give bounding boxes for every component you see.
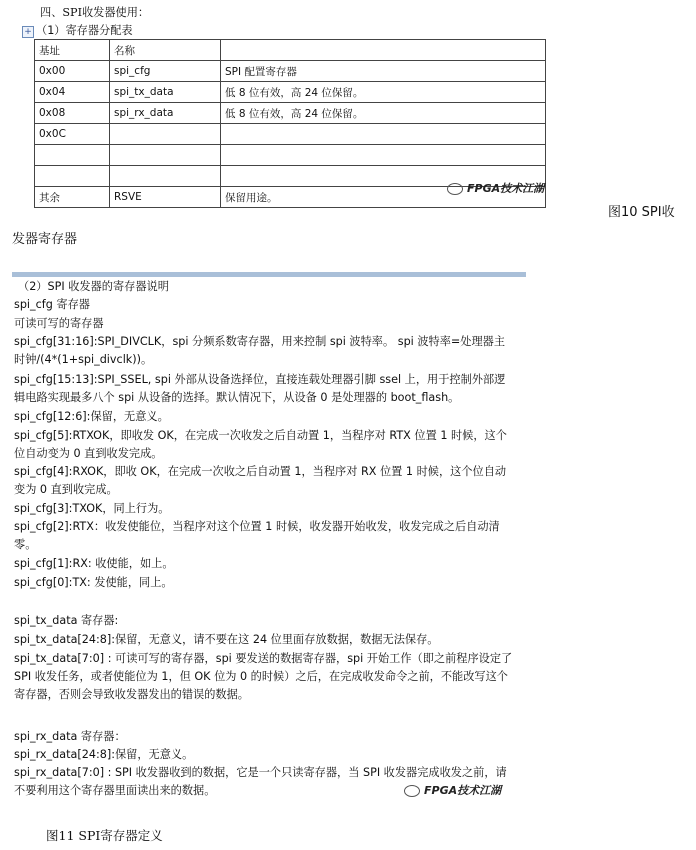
description-line: spi_tx_data[24:8]:保留，无意义，请不要在这 24 位里面存放数据，数据无法保存。 [14, 633, 439, 646]
description-line: spi_cfg[31:16]:SPI_DIVCLK，spi 分频系数寄存器，用来控制 spi 波特率。 spi 波特率=处理器主时钟/(4*(1+spi_divclk))。 [14, 335, 506, 366]
table-cell: 保留用途。 [221, 187, 546, 208]
table-row [35, 124, 546, 145]
table-row [35, 82, 546, 103]
table-row [35, 103, 546, 124]
subsection-title-2: （2）SPI 收发器的寄存器说明 [18, 280, 169, 293]
figure-caption-10-cont: 发器寄存器 [12, 232, 78, 247]
subsection-title: （1）寄存器分配表 [36, 24, 133, 37]
table-cell [110, 166, 221, 187]
wechat-logo-icon [447, 183, 463, 195]
table-cell: 0x04 [35, 82, 110, 103]
table-row [35, 40, 546, 61]
table-cell [221, 40, 546, 61]
table-cell: 其余 [35, 187, 110, 208]
description-line: spi_cfg 寄存器 [14, 298, 90, 311]
table-cell: 0x08 [35, 103, 110, 124]
table-cell: spi_tx_data [110, 82, 221, 103]
watermark: FPGA技术江湖 [447, 180, 544, 196]
description-line: spi_cfg[15:13]:SPI_SSEL, spi 外部从设备选择位，直接连载处理器引脚 ssel 上，用于控制外部逻辑电路实现最多八个 spi 从设备的选择。默认情况下，从设备 0 是处理器的 boot_flash。 [14, 373, 506, 404]
table-cell: spi_rx_data [110, 103, 221, 124]
description-line: spi_cfg[1]:RX: 收使能，如上。 [14, 557, 174, 570]
table-cell [35, 145, 110, 166]
table-row [35, 145, 546, 166]
separator-bar [12, 272, 526, 277]
table-cell [35, 166, 110, 187]
description-line: spi_rx_data[24:8]:保留，无意义。 [14, 748, 194, 761]
table-cell: 名称 [110, 40, 221, 61]
description-line: spi_tx_data[7:0] : 可读可写的寄存器，spi 要发送的数据寄存器，spi 开始工作（即之前程序设定了 SPI 收发任务，或者使能位为 1，但 OK 位为 0 的时候）之后，在完成收发命令之前，不能改写这个寄存器，否则会导致收发器发出的错误的数据。 [14, 652, 513, 701]
description-line: spi_rx_data[7:0] : SPI 收发器收到的数据，它是一个只读寄存器，当 SPI 收发器完成收发之前，请不要利用这个寄存器里面读出来的数据。 [14, 766, 507, 797]
table-cell: RSVE [110, 187, 221, 208]
description-line: spi_tx_data 寄存器: [14, 614, 119, 627]
section-title: 四、SPI收发器使用： [40, 6, 150, 19]
watermark-2: FPGA技术江湖 [404, 782, 501, 798]
table-cell: 低 8 位有效，高 24 位保留。 [221, 103, 546, 124]
figure-caption-11: 图11 SPI寄存器定义 [46, 828, 163, 843]
table-cell: 低 8 位有效，高 24 位保留。 [221, 82, 546, 103]
table-cell [221, 124, 546, 145]
description-line: spi_cfg[2]:RTX：收发使能位，当程序对这个位置 1 时候，收发器开始收发，收发完成之后自动清零。 [14, 520, 500, 551]
figure-caption-10: 图10 SPI收 [608, 205, 675, 220]
table-cell: 0x0C [35, 124, 110, 145]
table-cell: 基址 [35, 40, 110, 61]
table-cell [110, 145, 221, 166]
description-line: spi_cfg[4]:RXOK，即收 OK，在完成一次收之后自动置 1，当程序对 RX 位置 1 时候，这个位自动变为 0 直到收完成。 [14, 465, 507, 496]
table-cell [221, 145, 546, 166]
description-line: spi_cfg[12:6]:保留，无意义。 [14, 410, 169, 423]
description-line: spi_cfg[0]:TX: 发使能，同上。 [14, 576, 173, 589]
description-line: spi_cfg[3]:TXOK，同上行为。 [14, 502, 170, 515]
table-cell: SPI 配置寄存器 [221, 61, 546, 82]
table-cell: 0x00 [35, 61, 110, 82]
description-line: spi_rx_data 寄存器： [14, 730, 126, 743]
description-line: spi_cfg[5]:RTXOK，即收发 OK，在完成一次收发之后自动置 1，当程序对 RTX 位置 1 时候，这个位自动变为 0 直到收发完成。 [14, 429, 507, 460]
description-line: 可读可写的寄存器 [14, 317, 104, 330]
wechat-logo-icon [404, 785, 420, 797]
table-cell [110, 124, 221, 145]
move-anchor-icon[interactable]: + [22, 26, 34, 38]
table-cell: spi_cfg [110, 61, 221, 82]
table-row [35, 61, 546, 82]
